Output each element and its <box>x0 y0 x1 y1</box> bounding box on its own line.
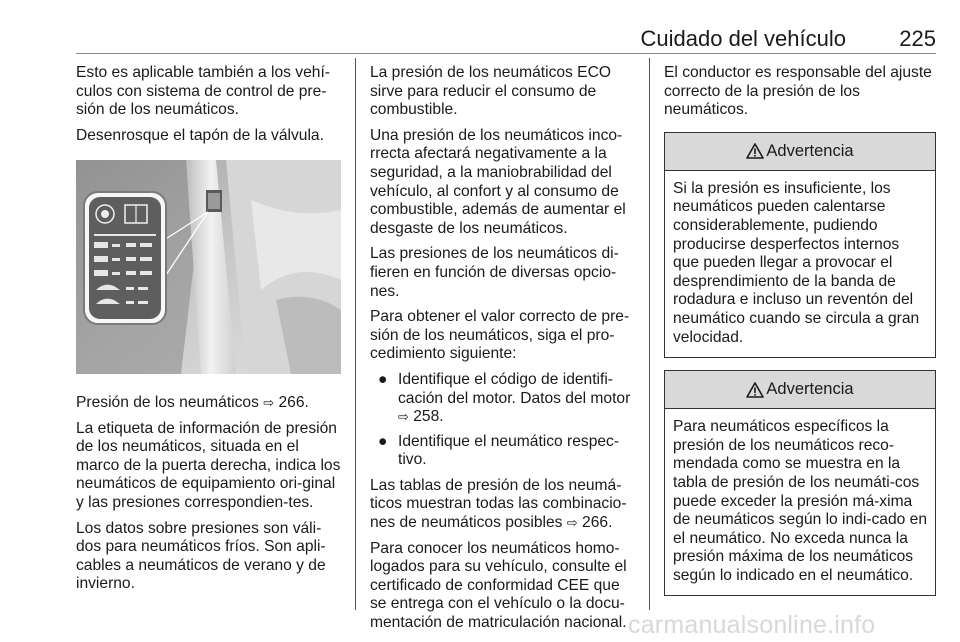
paragraph: Para obtener el valor correcto de pre-sión de los neumáticos, siga el pro-cedimiento siguiente: <box>370 308 630 363</box>
bullet-dot-icon: ● <box>378 370 388 388</box>
warning-text: Si la presión es insuficiente, los neumáticos pueden calentarse considerablemente, pudiendo producirse desperfectos internos que pueden llegar a provocar el desprendimiento de la banda de rodadura e incluso un reventón del neumático cuando se circula a gran velocidad. <box>673 179 920 346</box>
paragraph: Una presión de los neumáticos inco-rrecta afectará negativamente a la seguridad, a la maniobrabilidad del vehículo, al confort y al consumo de combustible, además de aumentar el desgaste de los neumáticos. <box>370 126 626 237</box>
paragraph: La presión de los neumáticos ECO sirve para reducir el consumo de combustible. <box>370 64 611 119</box>
header-divider <box>76 53 936 54</box>
column-1 <box>76 64 344 601</box>
column-divider-2 <box>649 58 650 610</box>
paragraph-with-reference: Las tablas de presión de los neumá-ticos muestran todas las combinacio-nes de neumáticos posibles ⇨ 266. <box>370 476 627 532</box>
warning-triangle-icon <box>746 382 764 398</box>
watermark: carmanualsonline.info <box>628 611 876 639</box>
warning-text: Para neumáticos específicos la presión de los neumáticos reco-mendada como se muestra en la tabla de presión de los neumáti-cos puede exceder la presión má-xima de neumáticos según lo indi-cado en el neumático. No exceda nunca la presión máxima de los neumáticos según lo indicado en el neumático. <box>673 418 927 584</box>
paragraph: El conductor es responsable del ajuste correcto de la presión de los neumáticos. <box>664 64 932 119</box>
paragraph: Los datos sobre presiones son váli-dos para neumáticos fríos. Son apli-cables a neumáticos de verano y de invierno. <box>76 519 326 593</box>
paragraph: Desenrosque el tapón de la válvula. <box>76 126 324 144</box>
warning-title: Advertencia <box>766 141 854 160</box>
bullet-dot-icon: ● <box>378 432 388 450</box>
column-divider-1 <box>355 58 356 610</box>
warning-header <box>665 133 935 171</box>
procedure-list <box>370 371 636 470</box>
reference-arrow-icon: ⇨ <box>566 515 578 531</box>
warning-box <box>664 132 936 358</box>
paragraph: Para conocer los neumáticos homo-logados para su vehículo, consulte el certificado de conformidad CEE que se entrega con el vehículo o la docu-mentación de matriculación nacional. <box>370 539 627 632</box>
warning-title: Advertencia <box>766 380 854 399</box>
reference-arrow-icon: ⇨ <box>263 394 275 410</box>
paragraph: Las presiones de los neumáticos di-fieren en función de diversas opcio-nes. <box>370 245 619 300</box>
paragraph: Esto es aplicable también a los vehí-culos con sistema de control de pre-sión de los neumáticos. <box>76 64 330 119</box>
list-item: ● Identifique el neumático respec-tivo. <box>378 432 620 469</box>
warning-header <box>665 371 935 409</box>
page-header <box>76 26 936 52</box>
warning-box <box>664 370 936 596</box>
tire-pressure-label-photo <box>76 160 341 374</box>
column-3 <box>664 64 936 604</box>
warning-triangle-icon <box>746 143 764 159</box>
page-number: 225 <box>899 26 936 51</box>
section-title: Cuidado del vehículo <box>640 26 846 51</box>
paragraph-with-reference: Presión de los neumáticos ⇨ 266. <box>76 393 309 411</box>
column-2 <box>370 64 636 640</box>
list-item: ● Identifique el código de identifi-cación del motor. Datos del motor ⇨ 258. <box>378 370 631 426</box>
reference-arrow-icon: ⇨ <box>398 409 409 425</box>
paragraph: La etiqueta de información de presión de los neumáticos, situada en el marco de la puerta derecha, indica los neumáticos de equipamiento ori-ginal y las presiones correspondien-tes. <box>76 419 341 511</box>
